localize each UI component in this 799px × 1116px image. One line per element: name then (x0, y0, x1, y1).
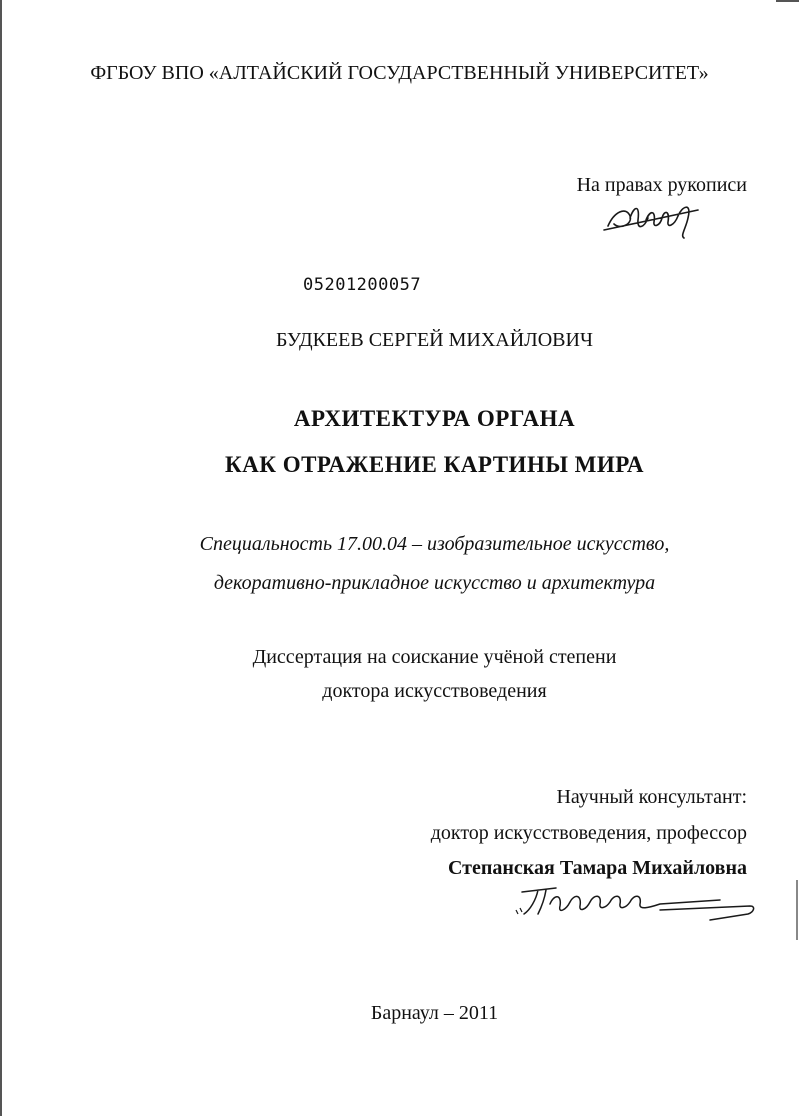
scan-edge-top-right (776, 0, 799, 2)
manuscript-note: На правах рукописи (576, 174, 747, 196)
consultant-label: Научный консультант: (556, 786, 747, 808)
consultant-signature (510, 880, 760, 930)
scan-edge-right (796, 880, 798, 940)
author-signature (600, 196, 710, 246)
registration-code: 05201200057 (303, 275, 422, 295)
title-line-1: АРХИТЕКТУРА ОРГАНА (293, 406, 576, 431)
degree-line-2: доктора искусствоведения (322, 680, 547, 702)
title-line-2: КАК ОТРАЖЕНИЕ КАРТИНЫ МИРА (224, 452, 644, 477)
consultant-position: доктор искусствоведения, профессор (430, 822, 747, 844)
scan-edge-left (0, 0, 2, 1116)
specialty-line-2: декоративно-прикладное искусство и архитектура (213, 572, 656, 594)
institution-name: ФГБОУ ВПО «АЛТАЙСКИЙ ГОСУДАРСТВЕННЫЙ УНИВЕРСИТЕТ» (90, 62, 709, 84)
author-name: БУДКЕЕВ СЕРГЕЙ МИХАЙЛОВИЧ (276, 329, 593, 351)
degree-line-1: Диссертация на соискание учёной степени (252, 646, 617, 668)
consultant-name: Степанская Тамара Михайловна (447, 857, 747, 879)
place-year: Барнаул – 2011 (370, 1002, 499, 1024)
specialty-line-1: Специальность 17.00.04 – изобразительное искусство, (199, 533, 670, 555)
